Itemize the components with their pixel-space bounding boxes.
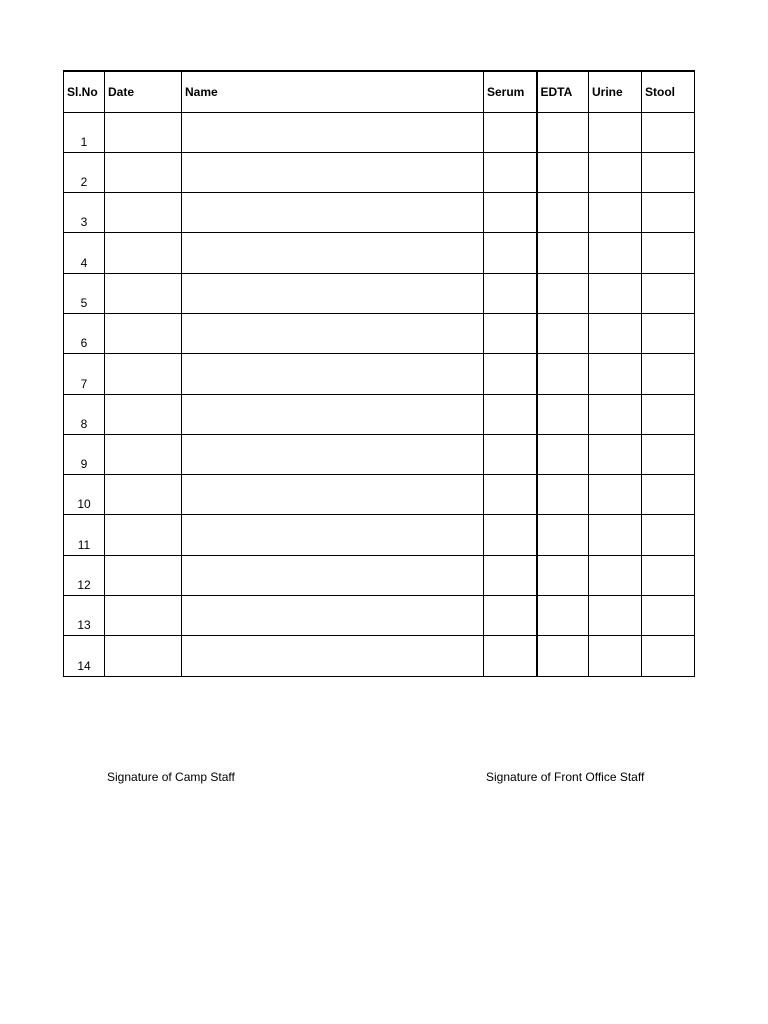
cell-stool[interactable] bbox=[642, 112, 695, 152]
cell-serum[interactable] bbox=[484, 515, 537, 555]
table-row bbox=[64, 636, 695, 676]
header-edta: EDTA bbox=[537, 71, 589, 112]
cell-name[interactable] bbox=[182, 515, 484, 555]
cell-serum[interactable] bbox=[484, 152, 537, 192]
cell-sl-no: 8 bbox=[64, 394, 105, 434]
cell-name[interactable] bbox=[182, 313, 484, 353]
cell-urine[interactable] bbox=[589, 193, 642, 233]
cell-date[interactable] bbox=[105, 273, 182, 313]
cell-stool[interactable] bbox=[642, 273, 695, 313]
table-row bbox=[64, 555, 695, 595]
table-row bbox=[64, 354, 695, 394]
cell-edta[interactable] bbox=[537, 555, 589, 595]
cell-name[interactable] bbox=[182, 434, 484, 474]
table-row bbox=[64, 193, 695, 233]
cell-stool[interactable] bbox=[642, 394, 695, 434]
cell-date[interactable] bbox=[105, 112, 182, 152]
cell-edta[interactable] bbox=[537, 233, 589, 273]
cell-serum[interactable] bbox=[484, 596, 537, 636]
cell-edta[interactable] bbox=[537, 152, 589, 192]
signature-camp-staff: Signature of Camp Staff bbox=[107, 770, 235, 784]
cell-sl-no: 10 bbox=[64, 475, 105, 515]
table-row bbox=[64, 434, 695, 474]
cell-urine[interactable] bbox=[589, 596, 642, 636]
cell-stool[interactable] bbox=[642, 152, 695, 192]
cell-sl-no: 2 bbox=[64, 152, 105, 192]
cell-urine[interactable] bbox=[589, 233, 642, 273]
cell-edta[interactable] bbox=[537, 596, 589, 636]
cell-stool[interactable] bbox=[642, 555, 695, 595]
cell-serum[interactable] bbox=[484, 313, 537, 353]
table-row bbox=[64, 112, 695, 152]
cell-sl-no: 4 bbox=[64, 233, 105, 273]
cell-date[interactable] bbox=[105, 354, 182, 394]
table-row bbox=[64, 233, 695, 273]
header-stool: Stool bbox=[642, 71, 695, 112]
cell-stool[interactable] bbox=[642, 475, 695, 515]
cell-date[interactable] bbox=[105, 515, 182, 555]
cell-sl-no: 9 bbox=[64, 434, 105, 474]
cell-urine[interactable] bbox=[589, 434, 642, 474]
cell-serum[interactable] bbox=[484, 354, 537, 394]
table-row bbox=[64, 596, 695, 636]
cell-serum[interactable] bbox=[484, 434, 537, 474]
cell-sl-no: 1 bbox=[64, 112, 105, 152]
cell-name[interactable] bbox=[182, 112, 484, 152]
cell-sl-no: 11 bbox=[64, 515, 105, 555]
cell-name[interactable] bbox=[182, 394, 484, 434]
cell-sl-no: 12 bbox=[64, 555, 105, 595]
cell-sl-no: 14 bbox=[64, 636, 105, 676]
cell-urine[interactable] bbox=[589, 152, 642, 192]
table-row bbox=[64, 394, 695, 434]
cell-stool[interactable] bbox=[642, 313, 695, 353]
cell-stool[interactable] bbox=[642, 354, 695, 394]
cell-date[interactable] bbox=[105, 152, 182, 192]
cell-date[interactable] bbox=[105, 233, 182, 273]
cell-sl-no: 3 bbox=[64, 193, 105, 233]
cell-urine[interactable] bbox=[589, 313, 642, 353]
cell-urine[interactable] bbox=[589, 394, 642, 434]
header-urine: Urine bbox=[589, 71, 642, 112]
cell-name[interactable] bbox=[182, 636, 484, 676]
cell-edta[interactable] bbox=[537, 112, 589, 152]
cell-urine[interactable] bbox=[589, 555, 642, 595]
cell-name[interactable] bbox=[182, 193, 484, 233]
cell-date[interactable] bbox=[105, 434, 182, 474]
cell-urine[interactable] bbox=[589, 354, 642, 394]
header-row bbox=[64, 71, 695, 112]
cell-edta[interactable] bbox=[537, 313, 589, 353]
cell-edta[interactable] bbox=[537, 354, 589, 394]
cell-date[interactable] bbox=[105, 193, 182, 233]
cell-serum[interactable] bbox=[484, 112, 537, 152]
cell-date[interactable] bbox=[105, 596, 182, 636]
header-serum: Serum bbox=[484, 71, 537, 112]
cell-name[interactable] bbox=[182, 596, 484, 636]
cell-date[interactable] bbox=[105, 313, 182, 353]
cell-sl-no: 5 bbox=[64, 273, 105, 313]
cell-name[interactable] bbox=[182, 152, 484, 192]
table-row bbox=[64, 152, 695, 192]
cell-serum[interactable] bbox=[484, 273, 537, 313]
cell-serum[interactable] bbox=[484, 193, 537, 233]
cell-date[interactable] bbox=[105, 636, 182, 676]
header-date: Date bbox=[105, 71, 182, 112]
cell-serum[interactable] bbox=[484, 394, 537, 434]
cell-serum[interactable] bbox=[484, 475, 537, 515]
cell-name[interactable] bbox=[182, 233, 484, 273]
cell-urine[interactable] bbox=[589, 475, 642, 515]
cell-serum[interactable] bbox=[484, 555, 537, 595]
cell-serum[interactable] bbox=[484, 233, 537, 273]
cell-edta[interactable] bbox=[537, 475, 589, 515]
cell-name[interactable] bbox=[182, 555, 484, 595]
cell-urine[interactable] bbox=[589, 636, 642, 676]
cell-edta[interactable] bbox=[537, 273, 589, 313]
cell-stool[interactable] bbox=[642, 193, 695, 233]
header-sl-no: Sl.No bbox=[64, 71, 105, 112]
cell-stool[interactable] bbox=[642, 515, 695, 555]
cell-stool[interactable] bbox=[642, 596, 695, 636]
cell-sl-no: 6 bbox=[64, 313, 105, 353]
cell-edta[interactable] bbox=[537, 434, 589, 474]
cell-date[interactable] bbox=[105, 394, 182, 434]
table-row bbox=[64, 313, 695, 353]
cell-name[interactable] bbox=[182, 354, 484, 394]
cell-stool[interactable] bbox=[642, 636, 695, 676]
cell-stool[interactable] bbox=[642, 233, 695, 273]
table-row bbox=[64, 475, 695, 515]
cell-date[interactable] bbox=[105, 555, 182, 595]
cell-edta[interactable] bbox=[537, 636, 589, 676]
cell-edta[interactable] bbox=[537, 515, 589, 555]
cell-sl-no: 7 bbox=[64, 354, 105, 394]
header-name: Name bbox=[182, 71, 484, 112]
cell-urine[interactable] bbox=[589, 515, 642, 555]
table-row bbox=[64, 273, 695, 313]
cell-edta[interactable] bbox=[537, 193, 589, 233]
cell-serum[interactable] bbox=[484, 636, 537, 676]
cell-sl-no: 13 bbox=[64, 596, 105, 636]
cell-urine[interactable] bbox=[589, 273, 642, 313]
signature-front-office-staff: Signature of Front Office Staff bbox=[486, 770, 645, 784]
cell-edta[interactable] bbox=[537, 394, 589, 434]
sample-register-table bbox=[63, 70, 695, 677]
cell-urine[interactable] bbox=[589, 112, 642, 152]
cell-name[interactable] bbox=[182, 475, 484, 515]
cell-stool[interactable] bbox=[642, 434, 695, 474]
cell-name[interactable] bbox=[182, 273, 484, 313]
cell-date[interactable] bbox=[105, 475, 182, 515]
table-row bbox=[64, 515, 695, 555]
